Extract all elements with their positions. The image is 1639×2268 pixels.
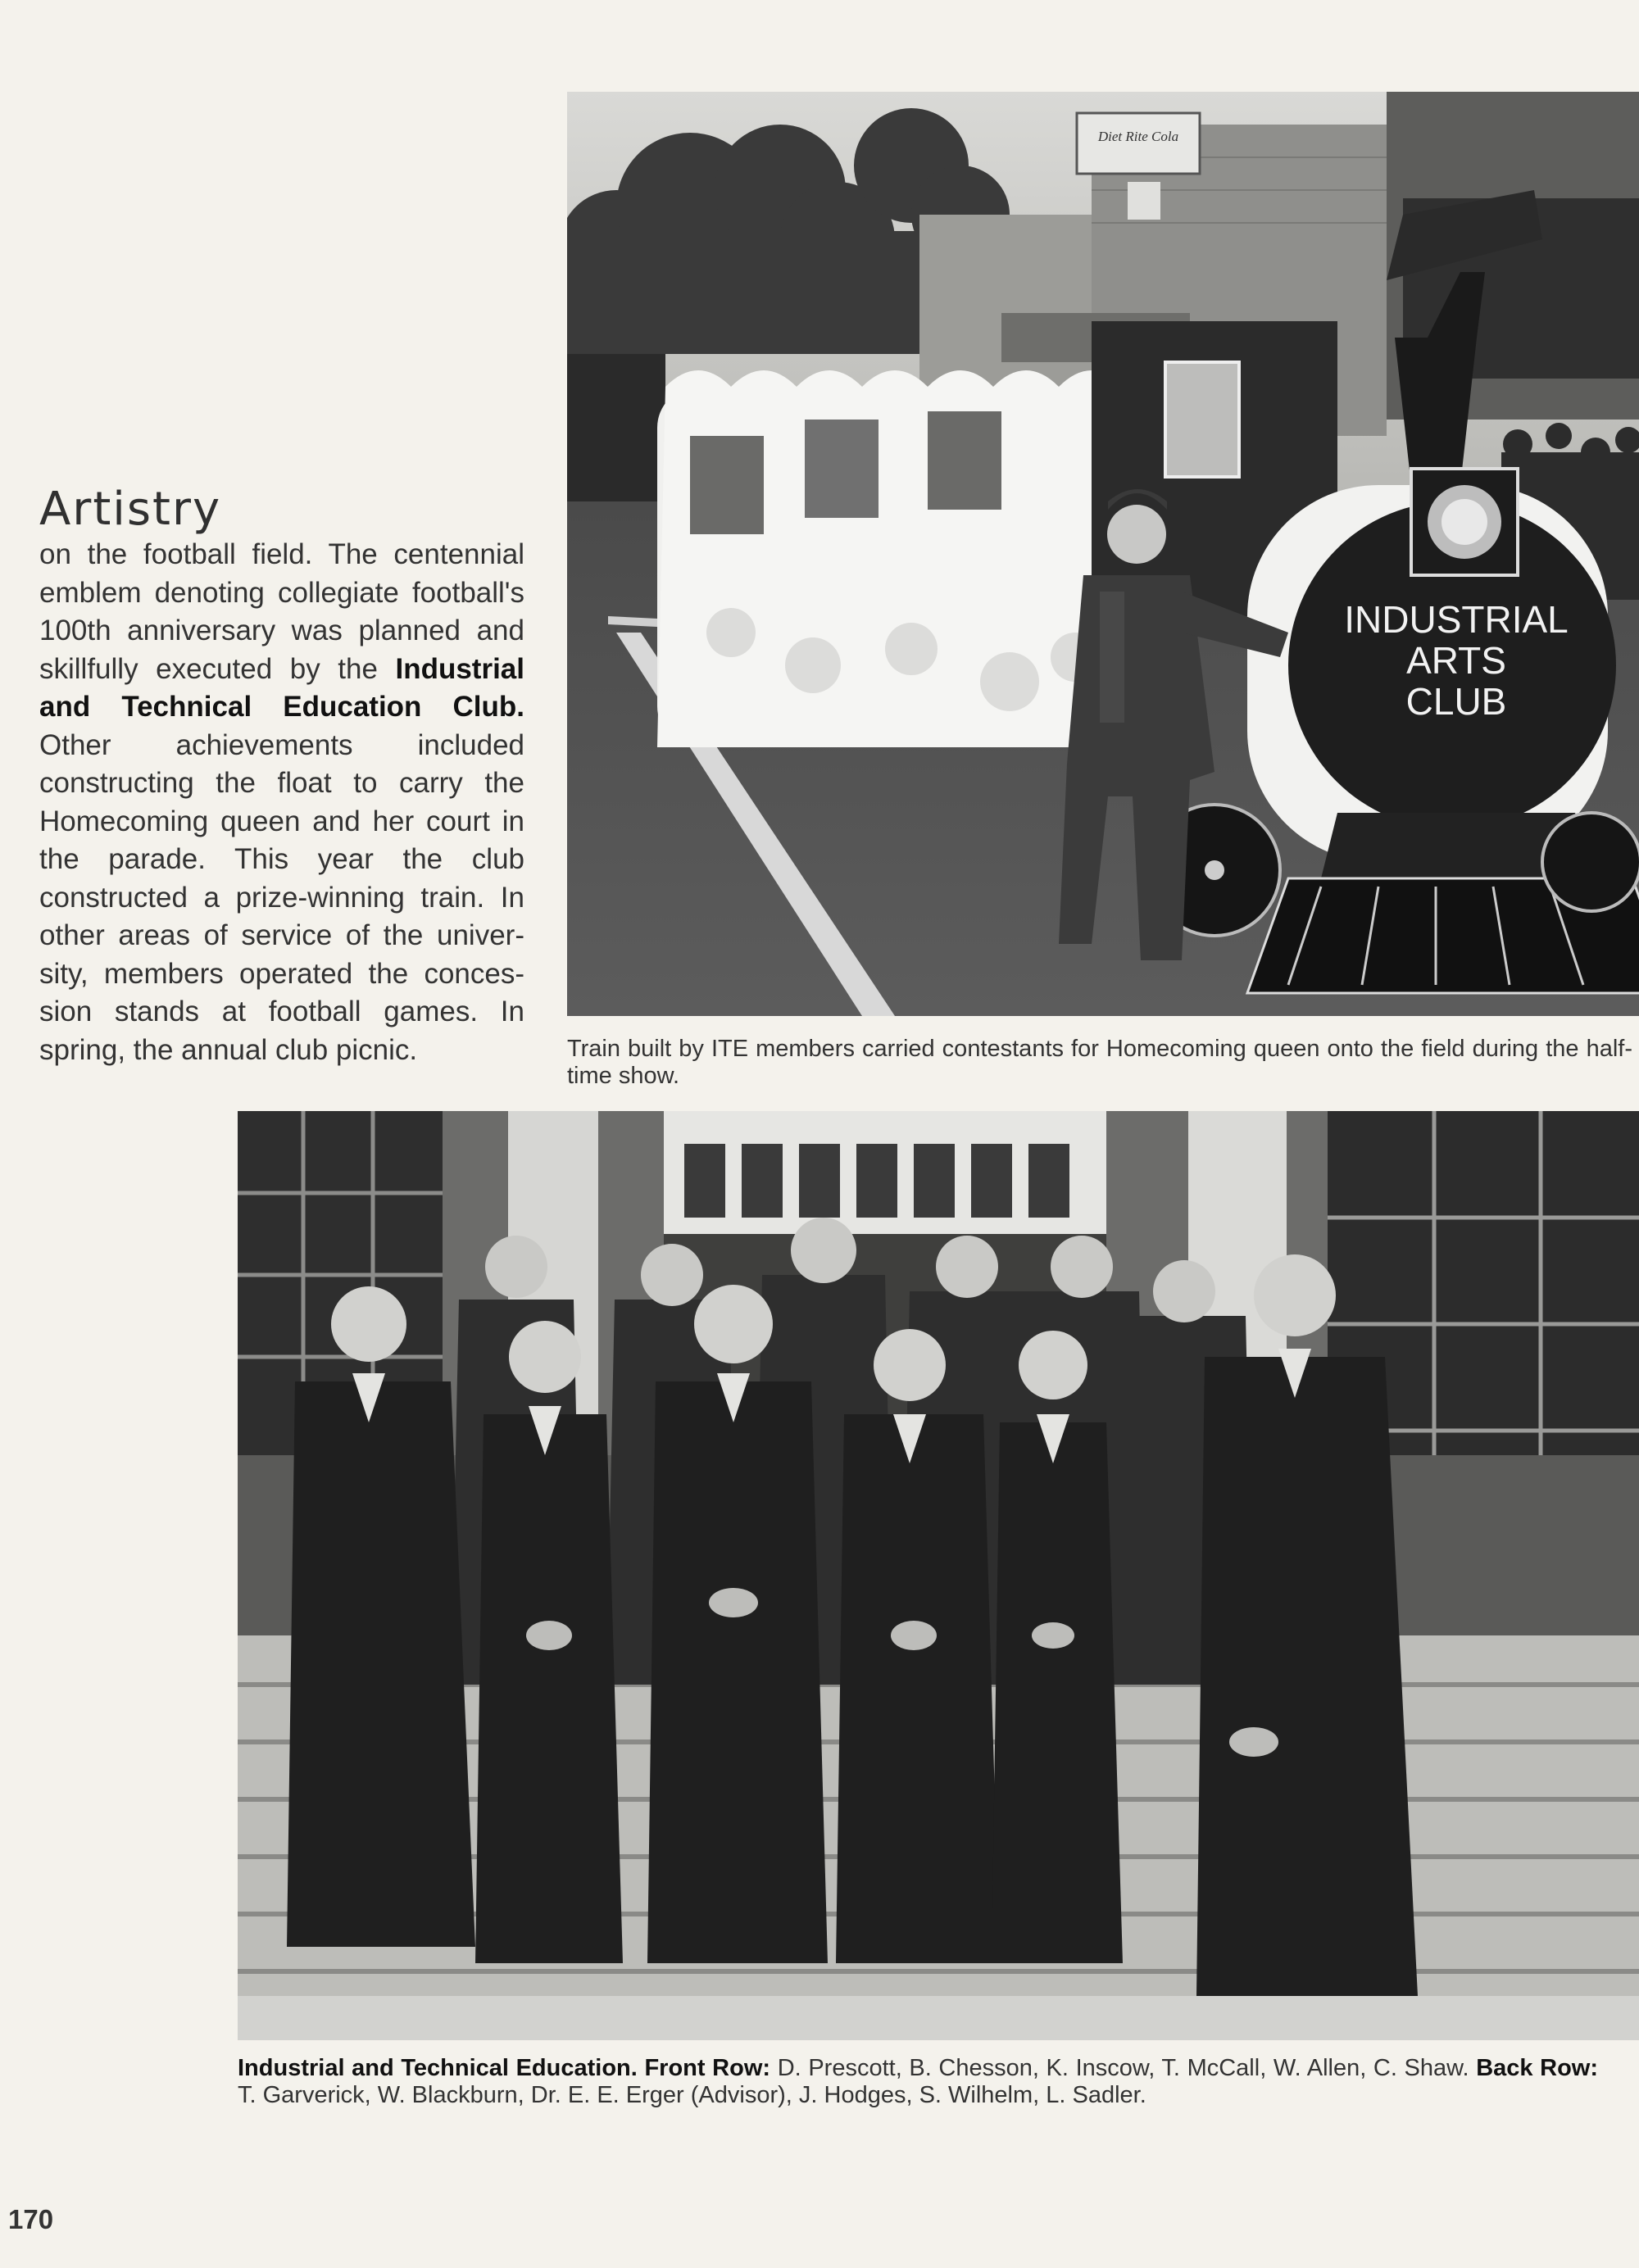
float-coaches xyxy=(657,370,1124,747)
front-row-label: Front Row: xyxy=(644,2055,771,2081)
cola-sign-text: Diet Rite Cola xyxy=(1097,129,1179,144)
page-number: 170 xyxy=(8,2204,54,2234)
intro-paragraph xyxy=(39,536,524,1069)
back-row-names: T. Garverick, W. Blackburn, Dr. E. E. Erger (Advisor), J. Hodges, S. Wilhelm, L. Sadler. xyxy=(238,2082,1146,2108)
caption-title: Industrial and Technical Education. xyxy=(238,2055,638,2081)
train-float-illustration xyxy=(567,92,1639,1016)
intro-lead: on the football field. The centennial emblem denoting collegiate football's 100th anniversary was planned and skillfully executed by the xyxy=(39,538,524,685)
club-group-photo xyxy=(238,1111,1639,2040)
front-row-names: D. Prescott, B. Chesson, K. Inscow, T. McCall, W. Allen, C. Shaw. xyxy=(777,2055,1469,2081)
train-float-photo xyxy=(567,92,1639,1016)
float-sign-line-2: ARTS xyxy=(1406,639,1506,682)
intro-text-block xyxy=(39,483,524,1069)
intro-rest: Other achievements included constructing the float to carry the Homecoming queen and her court in the parade. This year the club constructed a prize-winning train. In other areas of service of the university, members operated the concession stands at football games. In spring, the annual club picnic. xyxy=(39,728,524,1066)
train-photo-caption: Train built by ITE members carried contestants for Homecoming queen onto the field during the half-time show. xyxy=(567,1036,1632,1089)
float-sign-line-1: INDUSTRIAL xyxy=(1344,598,1569,641)
club-name: Industrial and Technical Education Club. xyxy=(39,652,524,723)
group-photo-illustration xyxy=(238,1111,1639,2040)
float-sign-line-3: CLUB xyxy=(1405,680,1507,723)
group-photo-caption xyxy=(238,2055,1598,2109)
intro-heading: Artistry xyxy=(39,483,222,536)
back-row-label: Back Row: xyxy=(1476,2055,1599,2081)
